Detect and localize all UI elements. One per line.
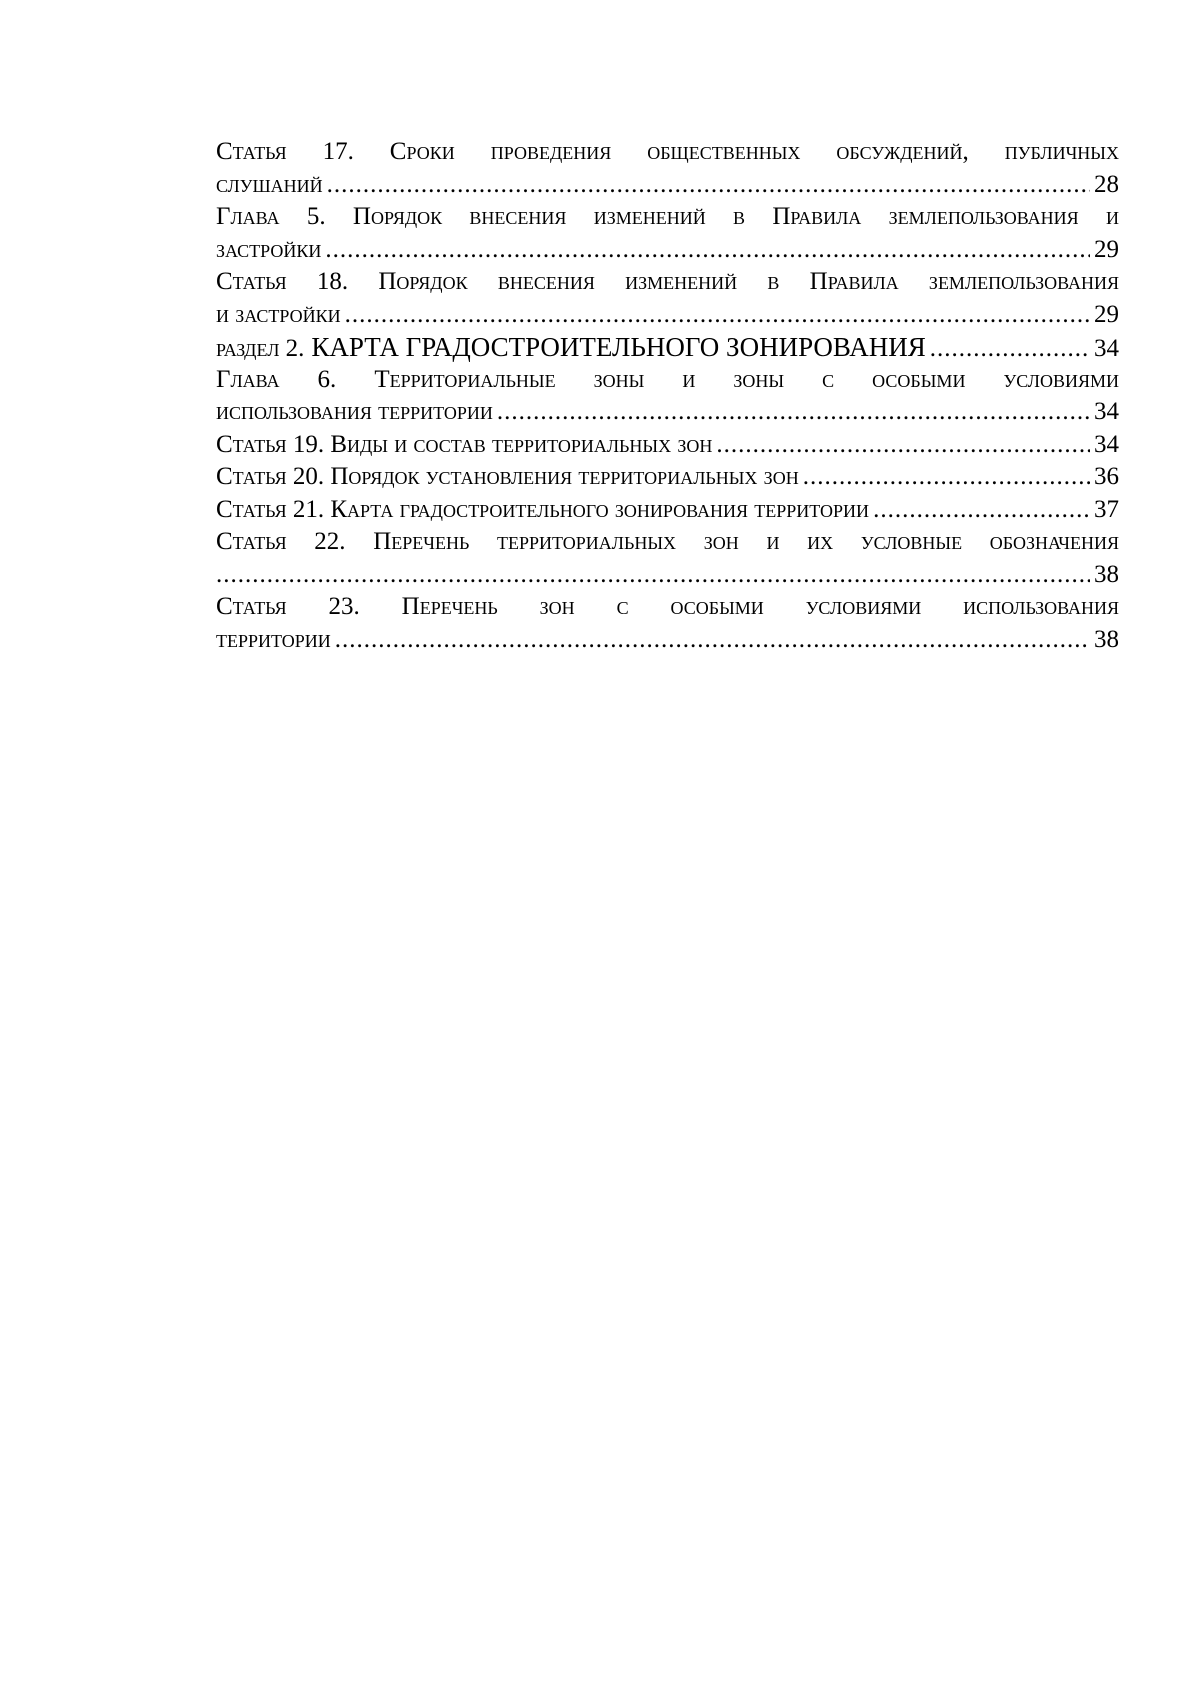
toc-entry-title-line: Статья 22. Перечень территориальных зон и их условные обозначения bbox=[216, 528, 1119, 555]
toc-entry-last-line bbox=[216, 494, 1119, 527]
toc-entry-chapter-6[interactable] bbox=[216, 364, 1119, 429]
toc-entry-article-20[interactable] bbox=[216, 461, 1119, 494]
toc-entry-last-line bbox=[216, 234, 1119, 267]
toc-page-number: 29 bbox=[1094, 300, 1119, 328]
toc-entry-last-line bbox=[216, 396, 1119, 429]
toc-page-number: 34 bbox=[1094, 335, 1119, 362]
toc-entry-last-line bbox=[216, 624, 1119, 657]
toc-entry-article-22[interactable] bbox=[216, 526, 1119, 591]
toc-leader-dots bbox=[325, 234, 1090, 267]
toc-leader-dots bbox=[345, 299, 1090, 332]
toc-page-number: 38 bbox=[1094, 625, 1119, 653]
toc-leader-dots bbox=[873, 494, 1090, 527]
toc-section-prefix: раздел 2. bbox=[216, 335, 305, 362]
toc-entry-last-line bbox=[216, 331, 1119, 364]
toc-entry-last-line bbox=[216, 169, 1119, 202]
toc-leader-dots bbox=[216, 559, 1090, 592]
toc-entry-title-tail: территории bbox=[216, 625, 331, 653]
toc-entry-article-18[interactable] bbox=[216, 266, 1119, 331]
toc-entry-title-tail: и застройки bbox=[216, 300, 341, 328]
toc-page-number: 37 bbox=[1094, 495, 1119, 523]
toc-entry-title-tail: слушаний bbox=[216, 170, 323, 198]
toc-entry-article-21[interactable] bbox=[216, 494, 1119, 527]
toc-entry-section-2[interactable] bbox=[216, 331, 1119, 364]
toc-entry-title-tail: использования территории bbox=[216, 398, 493, 425]
toc-entry-article-19[interactable] bbox=[216, 429, 1119, 462]
toc-entry-title-line: Глава 5. Порядок внесения изменений в Правила землепользования и bbox=[216, 203, 1119, 230]
toc-entry-last-line bbox=[216, 299, 1119, 332]
toc-entry-title-tail: Статья 20. Порядок установления территориальных зон bbox=[216, 463, 799, 490]
toc-leader-dots bbox=[803, 461, 1090, 494]
toc-page-number: 36 bbox=[1094, 463, 1119, 490]
toc-page-number: 34 bbox=[1094, 430, 1119, 458]
toc-section-title: КАРТА ГРАДОСТРОИТЕЛЬНОГО ЗОНИРОВАНИЯ bbox=[311, 332, 926, 362]
toc-page-number: 28 bbox=[1094, 170, 1119, 198]
toc-leader-dots bbox=[930, 333, 1090, 366]
toc-entry-last-line bbox=[216, 461, 1119, 494]
toc-page-number: 29 bbox=[1094, 235, 1119, 263]
toc-entry-title-tail: Статья 21. Карта градостроительного зонирования территории bbox=[216, 495, 870, 523]
toc-entry-title-line: Статья 23. Перечень зон с особыми условиями использования bbox=[216, 593, 1119, 620]
toc-entry-title-line: Статья 17. Сроки проведения общественных обсуждений, публичных bbox=[216, 138, 1119, 165]
toc-entry-chapter-5[interactable] bbox=[216, 201, 1119, 266]
toc-page-number: 38 bbox=[1094, 560, 1119, 588]
toc-leader-dots bbox=[497, 396, 1090, 429]
toc-entry-title-tail: застройки bbox=[216, 235, 322, 263]
toc-entry-article-23[interactable] bbox=[216, 591, 1119, 656]
toc-entry-article-17[interactable] bbox=[216, 136, 1119, 201]
toc-leader-dots bbox=[327, 169, 1090, 202]
table-of-contents bbox=[216, 136, 1119, 656]
toc-entry-last-line bbox=[216, 559, 1119, 592]
toc-entry-last-line bbox=[216, 429, 1119, 462]
toc-leader-dots bbox=[335, 624, 1090, 657]
toc-entry-title-line: Глава 6. Территориальные зоны и зоны с особыми условиями bbox=[216, 365, 1119, 393]
toc-leader-dots bbox=[716, 429, 1090, 462]
toc-entry-title-tail: Статья 19. Виды и состав территориальных зон bbox=[216, 430, 713, 458]
toc-page-number: 34 bbox=[1094, 398, 1119, 425]
toc-entry-title-line: Статья 18. Порядок внесения изменений в Правила землепользования bbox=[216, 268, 1119, 295]
